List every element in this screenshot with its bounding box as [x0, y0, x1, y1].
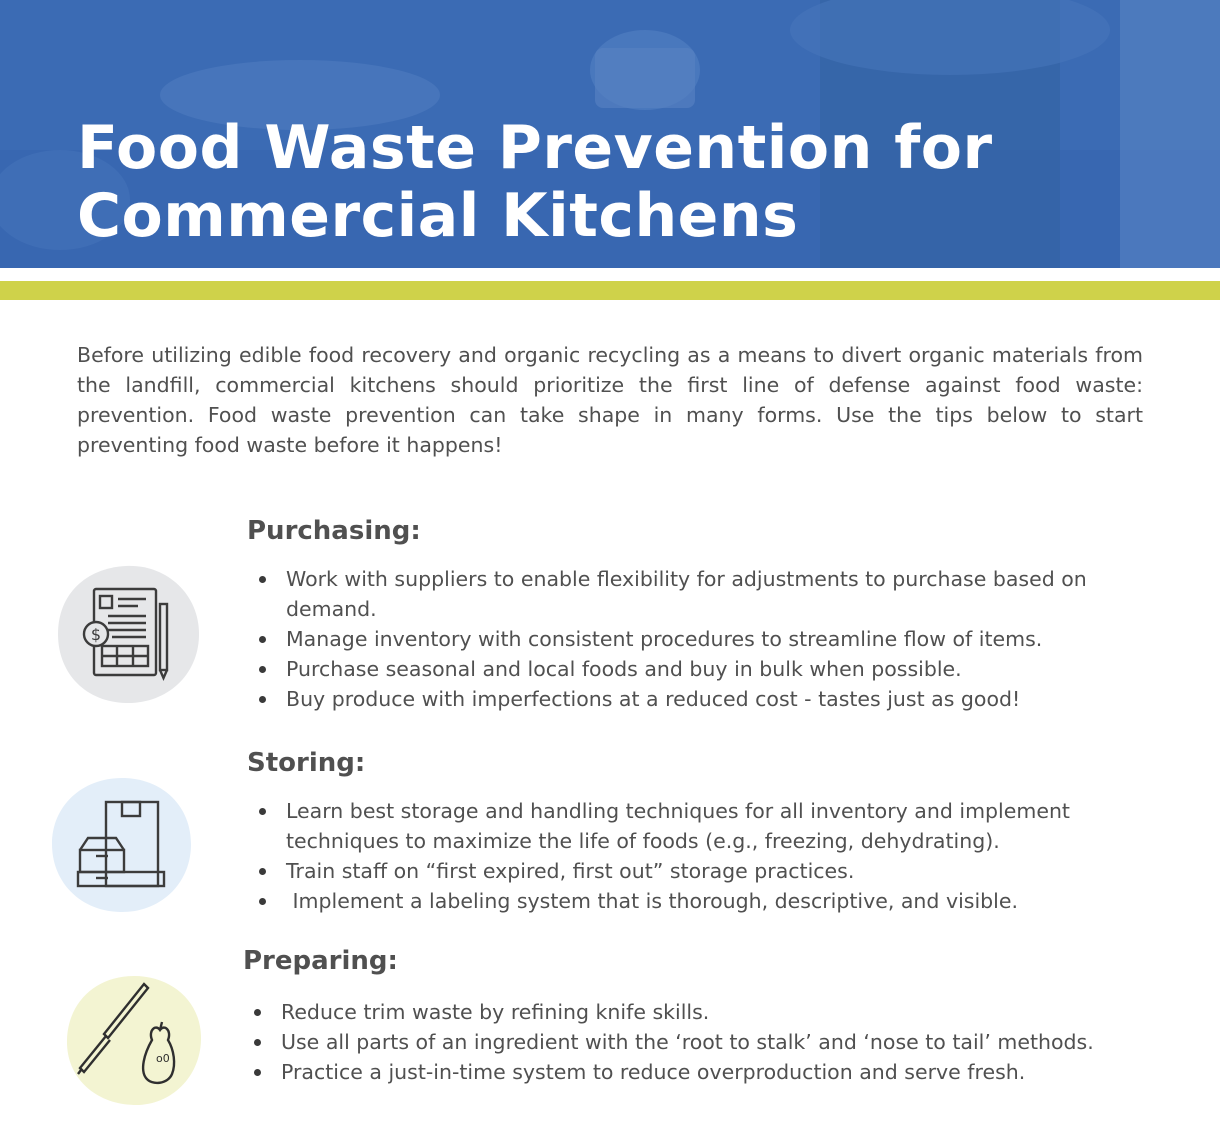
page-title-line2: Commercial Kitchens — [77, 181, 799, 251]
storage-containers-icon — [50, 776, 194, 914]
svg-text:o0: o0 — [156, 1052, 170, 1065]
header-banner — [0, 0, 1220, 268]
page-title-line1: Food Waste Prevention for — [77, 113, 993, 183]
intro-paragraph: Before utilizing edible food recovery and organic recycling as a means to divert organic materials from the landfill, commercial kitchens should prioritize the first line of defense against food waste: prevention. Food waste prevention can take shape in many forms. Use the tips below to start preventing food waste before it happens! — [77, 343, 1143, 457]
section-title: Preparing: — [243, 946, 398, 976]
tips-list — [286, 564, 1116, 714]
accent-divider — [0, 281, 1220, 300]
purchase-document-icon — [56, 564, 202, 706]
tips-list — [281, 997, 1111, 1087]
tips-list — [286, 796, 1116, 916]
list-item: Manage inventory with consistent procedures to streamline flow of items. — [286, 624, 1116, 654]
knife-apple-core-icon — [64, 974, 204, 1108]
list-item: Train staff on “first expired, first out” storage practices. — [286, 856, 1116, 886]
list-item: Work with suppliers to enable flexibility for adjustments to purchase based on demand. — [286, 564, 1116, 624]
list-item: Practice a just-in-time system to reduce overproduction and serve fresh. — [281, 1057, 1111, 1087]
section-title: Purchasing: — [247, 516, 421, 546]
section-title: Storing: — [247, 748, 366, 778]
list-item: Implement a labeling system that is thorough, descriptive, and visible. — [286, 886, 1116, 916]
list-item: Buy produce with imperfections at a reduced cost - tastes just as good! — [286, 684, 1116, 714]
list-item: Reduce trim waste by refining knife skills. — [281, 997, 1111, 1027]
list-item: Purchase seasonal and local foods and buy in bulk when possible. — [286, 654, 1116, 684]
list-item: Use all parts of an ingredient with the ‘root to stalk’ and ‘nose to tail’ methods. — [281, 1027, 1111, 1057]
page-title — [77, 114, 1077, 250]
list-item: Learn best storage and handling techniques for all inventory and implement techniques to maximize the life of foods (e.g., freezing, dehydrating). — [286, 796, 1116, 856]
svg-text:$: $ — [90, 625, 102, 644]
